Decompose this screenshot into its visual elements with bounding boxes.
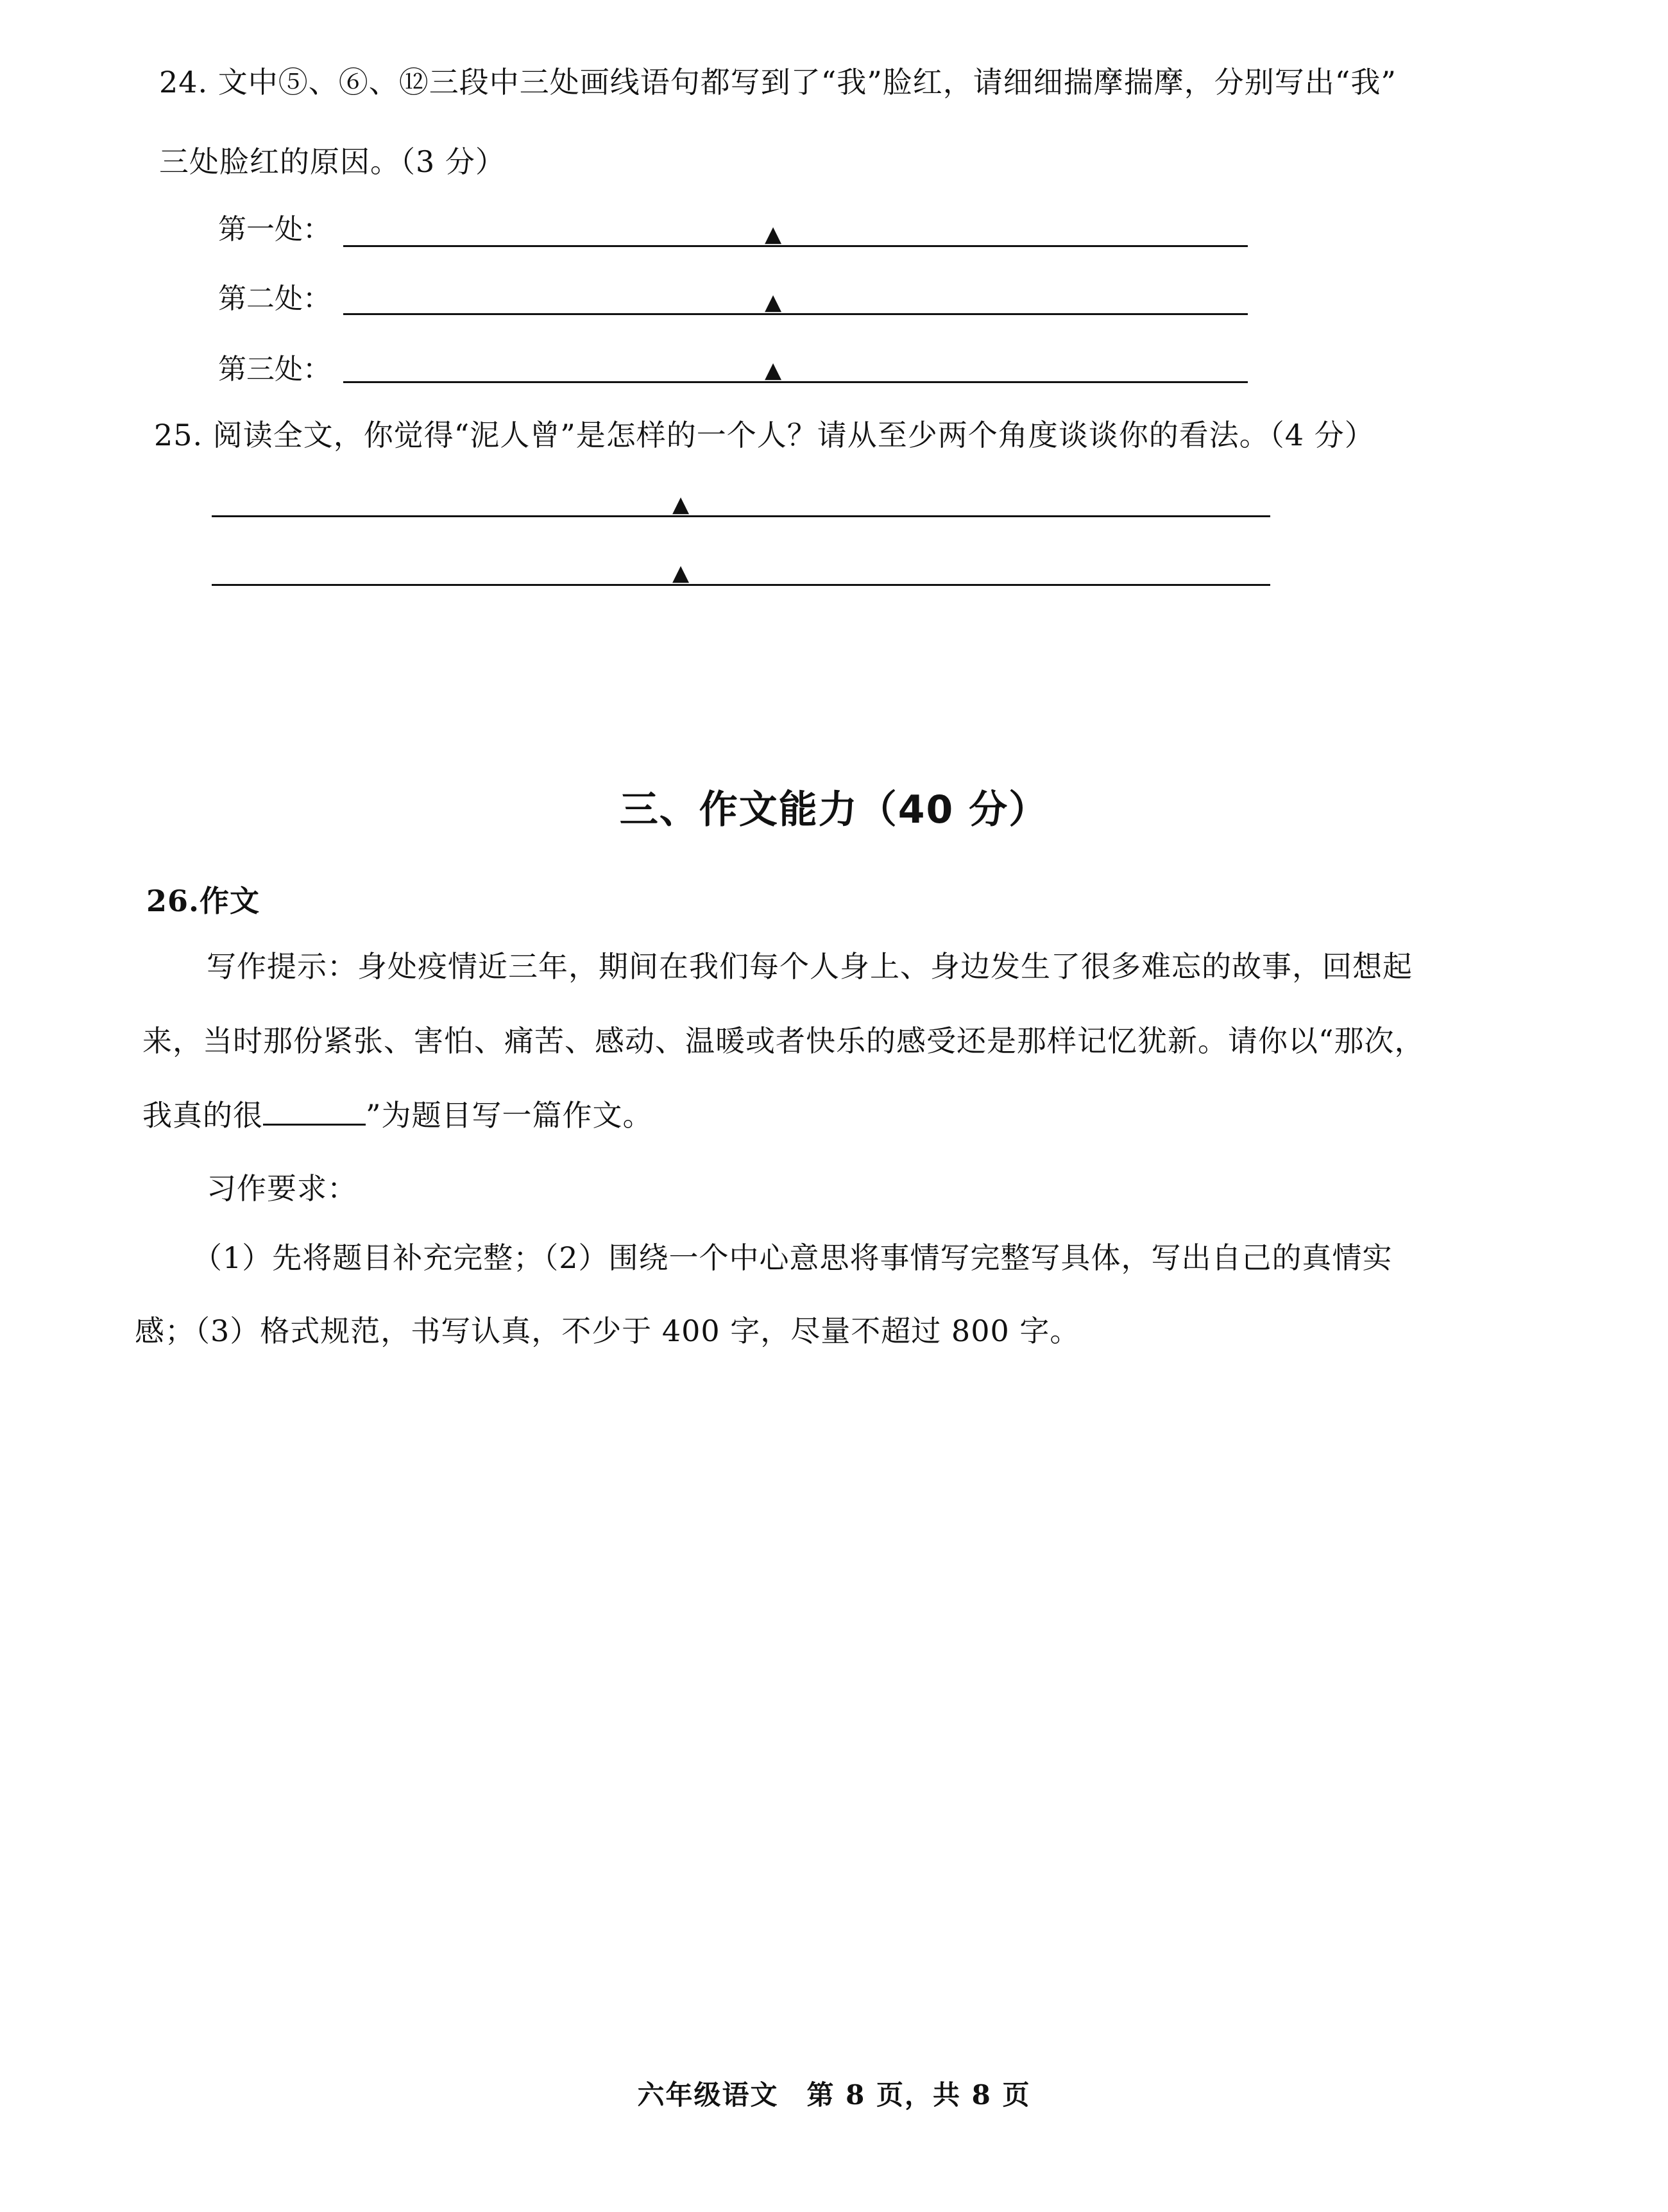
q24-answer3-marker: ▲ bbox=[765, 357, 782, 383]
q26-requirements-line2: 感；（3）格式规范，书写认真，不少于 400 字，尽量不超过 800 字。 bbox=[135, 1314, 1080, 1348]
q24-answer3-blank[interactable] bbox=[343, 381, 1248, 383]
q24-answer1-blank[interactable] bbox=[343, 245, 1248, 247]
q25-question: 25. 阅读全文，你觉得“泥人曾”是怎样的一个人？请从至少两个角度谈谈你的看法。（4 分） bbox=[154, 418, 1375, 452]
q24-answer1-marker: ▲ bbox=[765, 221, 782, 247]
q24-line1: 24. 文中⑤、⑥、⑫三段中三处画线语句都写到了“我”脸红，请细细揣摩揣摩，分别写出“我” bbox=[159, 65, 1397, 99]
q25-answer-blank-1[interactable] bbox=[212, 515, 1270, 517]
q26-title-blank[interactable] bbox=[263, 1098, 366, 1126]
page-footer: 六年级语文 第 8 页，共 8 页 bbox=[637, 2079, 1031, 2111]
q26-requirements-heading: 习作要求： bbox=[207, 1171, 357, 1206]
q24-answer2-label: 第二处： bbox=[218, 282, 331, 315]
q24-answer2-blank[interactable] bbox=[343, 313, 1248, 315]
q24-line2: 三处脸红的原因。（3 分） bbox=[159, 144, 506, 179]
q25-marker-1: ▲ bbox=[672, 492, 690, 517]
q26-prompt-line2: 来，当时那份紧张、害怕、痛苦、感动、温暖或者快乐的感受还是那样记忆犹新。请你以“那次， bbox=[142, 1024, 1425, 1058]
q26-title-after: ”为题目写一篇作文。 bbox=[366, 1098, 653, 1133]
q25-marker-2: ▲ bbox=[672, 560, 690, 586]
q26-title-before: 我真的很 bbox=[142, 1098, 263, 1133]
q24-answer3-label: 第三处： bbox=[218, 353, 331, 386]
q26-title: 26.作文 bbox=[146, 884, 260, 918]
q24-answer2-marker: ▲ bbox=[765, 289, 782, 315]
q26-prompt-line3 bbox=[142, 1096, 653, 1135]
section-heading: 三、作文能力（40 分） bbox=[619, 787, 1049, 832]
q25-answer-blank-2[interactable] bbox=[212, 584, 1270, 586]
q26-requirements-line1: （1）先将题目补充完整；（2）围绕一个中心意思将事情写完整写具体，写出自己的真情实 bbox=[192, 1240, 1393, 1275]
q26-prompt-line1: 写作提示：身处疫情近三年，期间在我们每个人身上、身边发生了很多难忘的故事，回想起 bbox=[207, 949, 1413, 984]
q24-answer1-label: 第一处： bbox=[218, 213, 331, 246]
